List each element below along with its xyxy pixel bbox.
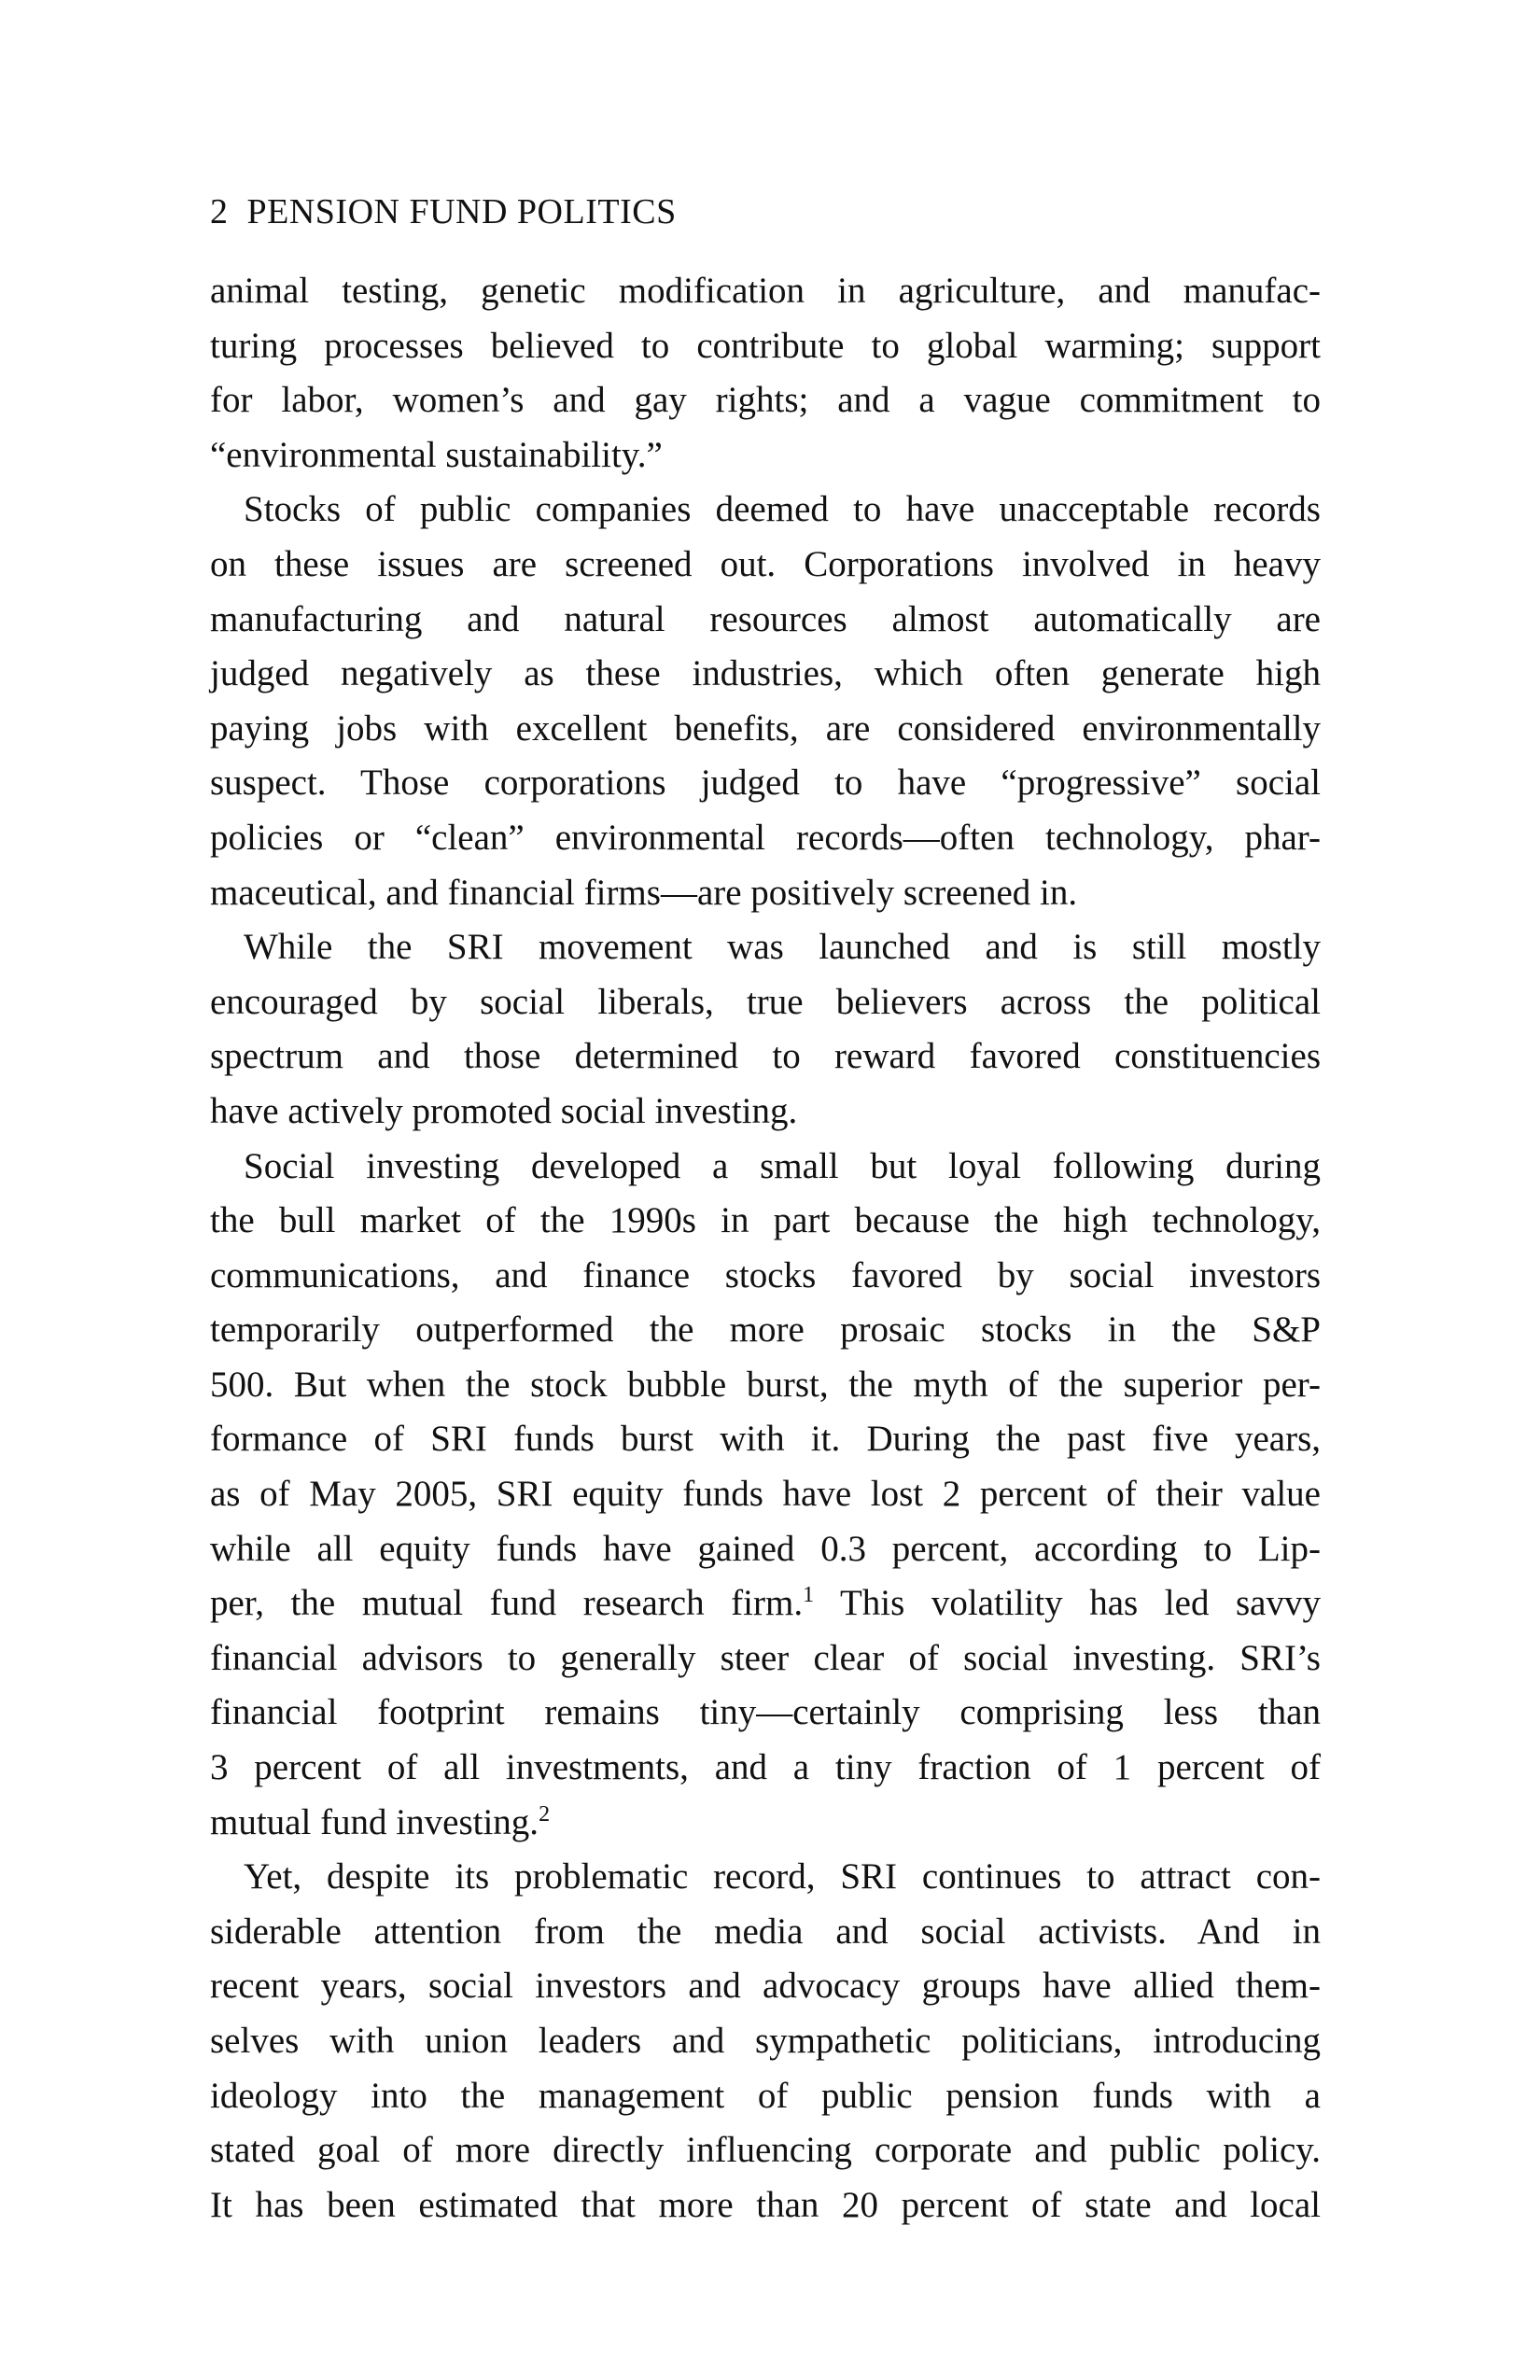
text-line-content: Social investing developed a small but loyal following during bbox=[244, 1145, 1321, 1186]
text-line bbox=[210, 373, 1321, 428]
text-line bbox=[210, 483, 1321, 538]
text-line bbox=[210, 1358, 1321, 1413]
text-line-content: Yet, despite its problematic record, SRI continues to attract con- bbox=[244, 1856, 1321, 1897]
text-line-content: encouraged by social liberals, true believers across the political bbox=[210, 981, 1321, 1022]
text-line-content: stated goal of more directly influencing corporate and public policy. bbox=[210, 2130, 1321, 2171]
running-header bbox=[210, 191, 677, 232]
text-line bbox=[210, 1631, 1321, 1687]
footnote-marker[interactable]: 2 bbox=[539, 1801, 551, 1827]
text-line-content: ideology into the management of public pension funds with a bbox=[210, 2075, 1321, 2116]
text-line bbox=[210, 1576, 1321, 1631]
text-line-content: on these issues are screened out. Corporations involved in heavy bbox=[210, 543, 1321, 584]
text-line-content: suspect. Those corporations judged to have “progressive” social bbox=[210, 763, 1321, 804]
text-line-content: 500. But when the stock bubble burst, the myth of the superior per- bbox=[210, 1364, 1321, 1405]
running-title: PENSION FUND POLITICS bbox=[246, 192, 677, 231]
text-line-content: communications, and finance stocks favored by social investors bbox=[210, 1254, 1321, 1295]
text-line bbox=[210, 1522, 1321, 1577]
page-number: 2 bbox=[210, 192, 229, 231]
text-line-content: formance of SRI funds burst with it. During the past five years, bbox=[210, 1419, 1321, 1460]
text-line-content: for labor, women’s and gay rights; and a vague commitment to bbox=[210, 380, 1321, 421]
text-line bbox=[210, 1194, 1321, 1249]
text-line-content: policies or “clean” environmental records—often technology, phar- bbox=[210, 817, 1321, 858]
text-line bbox=[210, 1249, 1321, 1304]
text-line-content: financial advisors to generally steer clear of social investing. SRI’s bbox=[210, 1637, 1321, 1678]
text-line-content: 3 percent of all investments, and a tiny fraction of 1 percent of bbox=[210, 1747, 1321, 1788]
text-line bbox=[210, 1686, 1321, 1741]
text-line-content: financial footprint remains tiny—certainly comprising less than bbox=[210, 1692, 1321, 1733]
text-line bbox=[210, 1303, 1321, 1358]
text-line-content: judged negatively as these industries, which often generate high bbox=[210, 653, 1321, 694]
text-line-content: as of May 2005, SRI equity funds have lost 2 percent of their value bbox=[210, 1474, 1321, 1515]
text-line-content: turing processes believed to contribute to global warming; support bbox=[210, 325, 1321, 366]
text-line bbox=[210, 2069, 1321, 2124]
text-line bbox=[210, 428, 1321, 483]
text-line bbox=[210, 756, 1321, 811]
text-line-content: animal testing, genetic modification in agriculture, and manufac- bbox=[210, 271, 1321, 311]
text-line bbox=[210, 647, 1321, 702]
text-line bbox=[210, 2123, 1321, 2178]
text-line-content: siderable attention from the media and social activists. And in bbox=[210, 1911, 1321, 1952]
text-line bbox=[210, 866, 1321, 921]
text-line bbox=[210, 1741, 1321, 1796]
text-line bbox=[210, 1029, 1321, 1085]
text-line-content: paying jobs with excellent benefits, are considered environmentally bbox=[210, 707, 1321, 749]
text-line bbox=[210, 702, 1321, 757]
text-line bbox=[210, 1412, 1321, 1467]
text-line-content: It has been estimated that more than 20 percent of state and local bbox=[210, 2184, 1321, 2225]
text-line-content: while all equity funds have gained 0.3 percent, according to Lip- bbox=[210, 1528, 1321, 1569]
text-line-content: “environmental sustainability.” bbox=[210, 434, 663, 475]
text-line bbox=[210, 2178, 1321, 2233]
text-line-content: While the SRI movement was launched and is still mostly bbox=[244, 927, 1321, 968]
text-line bbox=[210, 1085, 1321, 1140]
text-line bbox=[210, 1905, 1321, 1960]
text-line bbox=[210, 975, 1321, 1030]
text-line bbox=[210, 1796, 1321, 1851]
text-line-content: maceutical, and financial firms—are positively screened in. bbox=[210, 872, 1078, 913]
text-line bbox=[210, 1467, 1321, 1522]
text-line-content: selves with union leaders and sympathetic politicians, introducing bbox=[210, 2021, 1321, 2061]
footnote-marker[interactable]: 1 bbox=[803, 1583, 815, 1608]
text-line bbox=[210, 1959, 1321, 2014]
text-line-content: mutual fund investing. bbox=[210, 1801, 539, 1842]
text-line-content: spectrum and those determined to reward favored constituencies bbox=[210, 1036, 1321, 1077]
text-line bbox=[210, 2014, 1321, 2069]
text-line bbox=[210, 1140, 1321, 1195]
body-text bbox=[210, 264, 1321, 2233]
text-line-content: the bull market of the 1990s in part because the high technology, bbox=[210, 1200, 1321, 1241]
text-line-content: have actively promoted social investing. bbox=[210, 1090, 798, 1131]
text-line bbox=[210, 538, 1321, 593]
text-line-content: manufacturing and natural resources almost automatically are bbox=[210, 598, 1321, 639]
text-line-content: Stocks of public companies deemed to have unacceptable records bbox=[244, 489, 1321, 530]
text-line bbox=[210, 264, 1321, 319]
text-line bbox=[210, 920, 1321, 975]
text-line bbox=[210, 593, 1321, 648]
text-line bbox=[210, 319, 1321, 374]
text-line bbox=[210, 1850, 1321, 1905]
text-line-content: recent years, social investors and advocacy groups have allied them- bbox=[210, 1966, 1321, 2007]
text-line-content: This volatility has led savvy bbox=[814, 1583, 1321, 1624]
text-line-content: temporarily outperformed the more prosaic stocks in the S&P bbox=[210, 1309, 1321, 1351]
text-line bbox=[210, 811, 1321, 866]
text-line-content: per, the mutual fund research firm. bbox=[210, 1583, 804, 1624]
